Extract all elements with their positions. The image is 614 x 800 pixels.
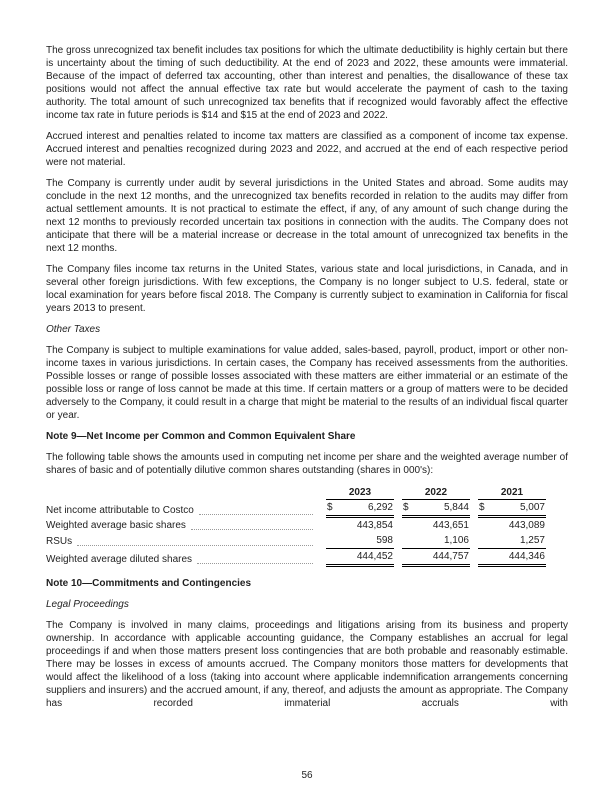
- cell-net-income-2021: [478, 500, 546, 518]
- paragraph-legal-proceedings: The Company is involved in many claims, proceedings and litigations arising from its business and property ownership. In accordance with applicable accounting guidance, the Company establishes an accrual for legal proceedings if and when those matters present loss contingencies that are both probable and reasonably estimable. There may be losses in excess of amounts accrued. The Company monitors those matters for developments that would affect the likelihood of a loss (taking into account where applicable indemnification arrangements concerning suppliers and insurers) and the accrued amount, if any, thereof, and adjusts the amount as appropriate. The Company has recorded immaterial accruals with: [46, 620, 568, 709]
- cell-rsus-2022: 1,106: [402, 533, 470, 549]
- cell-basic-shares-2023: 443,854: [356, 520, 393, 531]
- cell-diluted-shares-2021: 444,346: [478, 549, 546, 567]
- table-row: [46, 549, 546, 567]
- paragraph-under-audit: The Company is currently under audit by several jurisdictions in the United States and abroad. Some audits may conclude in the next 12 months, and the unrecognized tax benefits recorded in relation to the audits may differ from actual settlement amounts. It is not practical to estimate the effect, if any, of any amount of such change during the next 12 months to previously recorded uncertain tax positions in connection with the audits. The Company does not anticipate that there will be a material increase or decrease in the total amount of unrecognized tax benefits in the next 12 months.: [46, 178, 568, 254]
- note9-heading: Note 9—Net Income per Common and Common Equivalent Share: [46, 431, 356, 442]
- paragraph-table-intro: The following table shows the amounts used in computing net income per share and the weighted average number of shares of basic and of potentially dilutive common shares outstanding (shares in 000's):: [46, 452, 568, 476]
- dotted-leader: [191, 529, 313, 530]
- section-heading-other-taxes: Other Taxes: [46, 324, 101, 335]
- table-header-year-2023: 2023: [326, 485, 394, 500]
- cell-value: 5,007: [519, 502, 545, 513]
- row-label-basic-shares: Weighted average basic shares: [46, 520, 186, 531]
- cell-rsus-2023: 598: [326, 533, 394, 549]
- cell-rsus-2021: 1,257: [478, 533, 546, 549]
- table-row: [46, 533, 546, 549]
- dotted-leader: [77, 545, 313, 546]
- currency-symbol: $: [479, 502, 485, 513]
- row-label-net-income: Net income attributable to Costco: [46, 505, 194, 516]
- note10-heading: Note 10—Commitments and Contingencies: [46, 578, 252, 589]
- paragraph-other-taxes: The Company is subject to multiple examinations for value added, sales-based, payroll, product, import or other non-income taxes in various jurisdictions. In certain cases, the Company has received assessments from the authorities. Possible losses or range of possible losses associated with these matters are either immaterial or an estimate of the possible loss or range of loss cannot be made at this time. If certain matters or a group of matters were to be decided adversely to the Company, it could result in a charge that might be material to the results of an individual fiscal quarter or year.: [46, 345, 568, 421]
- cell-net-income-2022: [402, 500, 470, 518]
- paragraph-accrued-interest: Accrued interest and penalties related to income tax matters are classified as a component of income tax expense. Accrued interest and penalties recognized during 2023 and 2022, and accrued at the end of each respective period were not material.: [46, 131, 568, 168]
- cell-basic-shares-2022: 443,651: [432, 520, 469, 531]
- dotted-leader: [197, 563, 313, 564]
- row-label-diluted-shares: Weighted average diluted shares: [46, 554, 193, 565]
- legal-proceedings-heading: Legal Proceedings: [46, 599, 129, 610]
- cell-diluted-shares-2022: 444,757: [402, 549, 470, 567]
- cell-value: 6,292: [367, 502, 393, 513]
- row-label-rsus: RSUs: [46, 536, 73, 547]
- paragraph-unrecognized-tax-benefit: The gross unrecognized tax benefit includes tax positions for which the ultimate deductibility is highly certain but there is uncertainty about the timing of such deductibility. At the end of 2023 and 2022, these amounts were immaterial. Because of the impact of deferred tax accounting, other than interest and penalties, the disallowance of these tax positions would not affect the annual effective tax rate but would accelerate the payment of cash to the taxing authority. The total amount of such unrecognized tax benefits that if recognized would favorably affect the effective income tax rate in future periods is $14 and $15 at the end of 2023 and 2022.: [46, 45, 568, 121]
- net-income-per-share-table: [46, 485, 546, 567]
- table-header-year-2021: 2021: [478, 485, 546, 500]
- dotted-leader: [199, 514, 313, 515]
- cell-basic-shares-2021: 443,089: [508, 520, 545, 531]
- paragraph-tax-returns: The Company files income tax returns in the United States, various state and local jurisdictions, in Canada, and in several other foreign jurisdictions. With few exceptions, the Company is no longer subject to U.S. federal, state or local examination for years before fiscal 2018. The Company is currently subject to examination in California for fiscal years 2013 to present.: [46, 264, 568, 314]
- currency-symbol: $: [327, 502, 333, 513]
- table-header-year-2022: 2022: [402, 485, 470, 500]
- cell-value: 5,844: [443, 502, 469, 513]
- page-number: 56: [301, 770, 313, 781]
- cell-diluted-shares-2023: 444,452: [326, 549, 394, 567]
- currency-symbol: $: [403, 502, 409, 513]
- table-row: [46, 500, 546, 518]
- cell-net-income-2023: [326, 500, 394, 518]
- table-row: [46, 518, 546, 533]
- table-header-row: [46, 485, 546, 500]
